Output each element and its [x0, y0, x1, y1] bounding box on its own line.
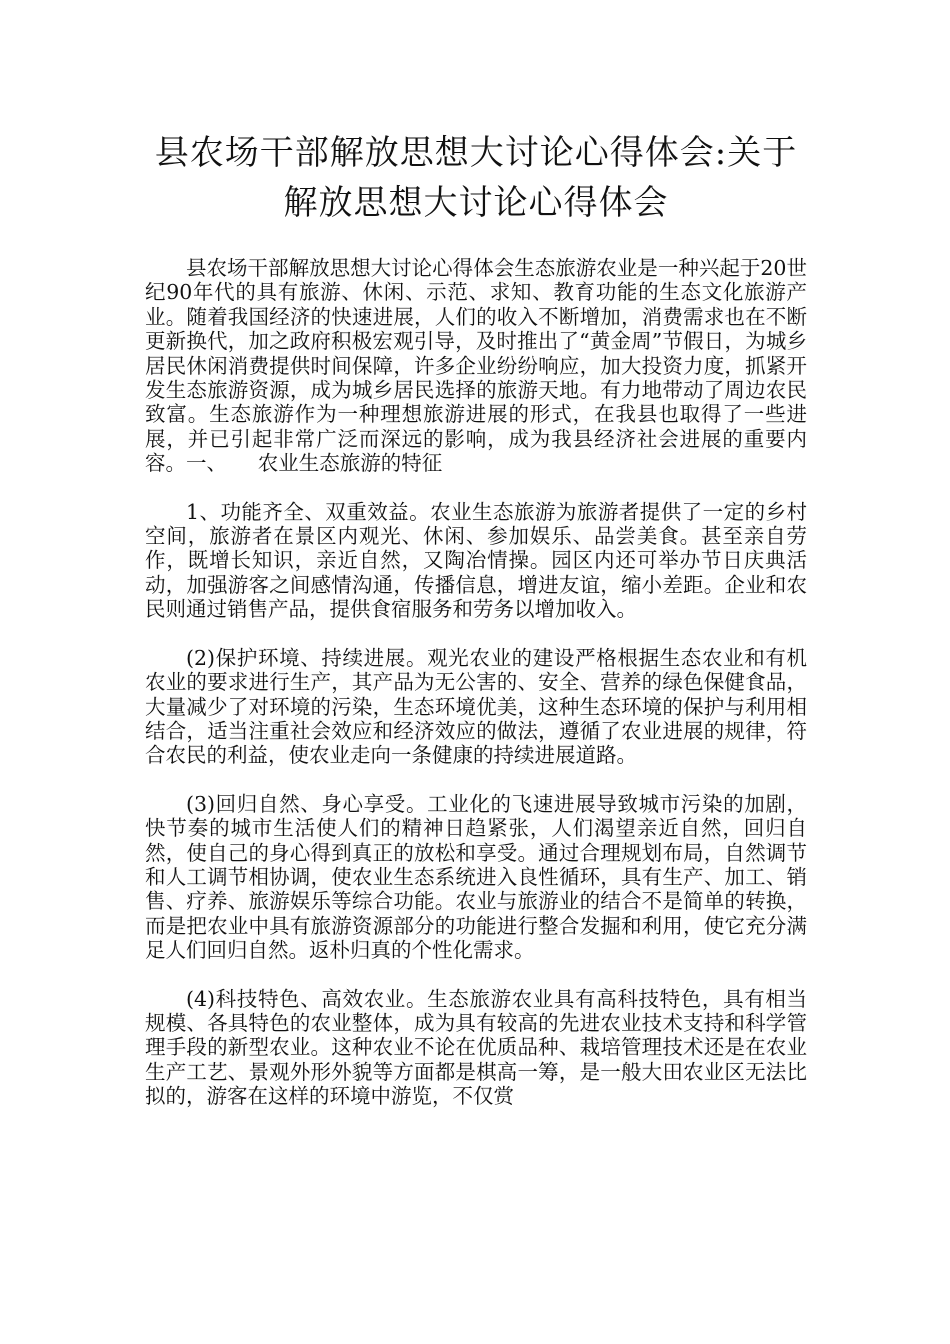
paragraph-1: 1、功能齐全、双重效益。农业生态旅游为旅游者提供了一定的乡村空间，旅游者在景区内观光、休闲、参加娱乐、品尝美食。甚至亲自劳作，既增长知识，亲近自然，又陶冶情操。园区内还可举办节日庆典活动，加强游客之间感情沟通，传播信息，增进友谊，缩小差距。企业和农民则通过销售产品，提供食宿服务和劳务以增加收入。: [145, 499, 807, 622]
paragraph-2: (2)保护环境、持续进展。观光农业的建设严格根据生态农业和有机农业的要求进行生产，其产品为无公害的、安全、营养的绿色保健食品，大量减少了对环境的污染，生态环境优美，这种生态环境的保护与利用相结合，适当注重社会效应和经济效应的做法，遵循了农业进展的规律，符合农民的利益，使农业走向一条健康的持续进展道路。: [145, 645, 807, 768]
paragraph-intro: 县农场干部解放思想大讨论心得体会生态旅游农业是一种兴起于20世纪90年代的具有旅游、休闲、示范、求知、教育功能的生态文化旅游产业。随着我国经济的快速进展，人们的收入不断增加，消费需求也在不断更新换代，加之政府积极宏观引导，及时推出了“黄金周”节假日，为城乡居民休闲消费提供时间保障，许多企业纷纷响应，加大投资力度，抓紧开发生态旅游资源，成为城乡居民选择的旅游天地。有力地带动了周边农民致富。生态旅游作为一种理想旅游进展的形式，在我县也取得了一些进展，并已引起非常广泛而深远的影响，成为我县经济社会进展的重要内容。一、 农业生态旅游的特征: [145, 256, 807, 476]
document-title: [145, 128, 807, 228]
paragraph-3: (3)回归自然、身心享受。工业化的飞速进展导致城市污染的加剧，快节奏的城市生活使人们的精神日趋紧张，人们渴望亲近自然，回归自然，使自己的身心得到真正的放松和享受。通过合理规划布局，自然调节和人工调节相协调，使农业生态系统进入良性循环，具有生产、加工、销售、疗养、旅游娱乐等综合功能。农业与旅游业的结合不是简单的转换，而是把农业中具有旅游资源部分的功能进行整合发掘和利用，使它充分满足人们回归自然。返朴归真的个性化需求。: [145, 791, 807, 963]
paragraph-4: (4)科技特色、高效农业。生态旅游农业具有高科技特色，具有相当规模、各具特色的农业整体，成为具有较高的先进农业技术支持和科学管理手段的新型农业。这种农业不论在优质品种、栽培管理技术还是在农业生产工艺、景观外形外貌等方面都是棋高一筹，是一般大田农业区无法比拟的，游客在这样的环境中游览，不仅赏: [145, 986, 807, 1109]
document-page: [145, 128, 807, 1133]
title-line-1: 县农场干部解放思想大讨论心得体会:关于: [154, 133, 798, 173]
title-line-2: 解放思想大讨论心得体会: [283, 183, 669, 223]
document-body: [145, 256, 807, 1109]
